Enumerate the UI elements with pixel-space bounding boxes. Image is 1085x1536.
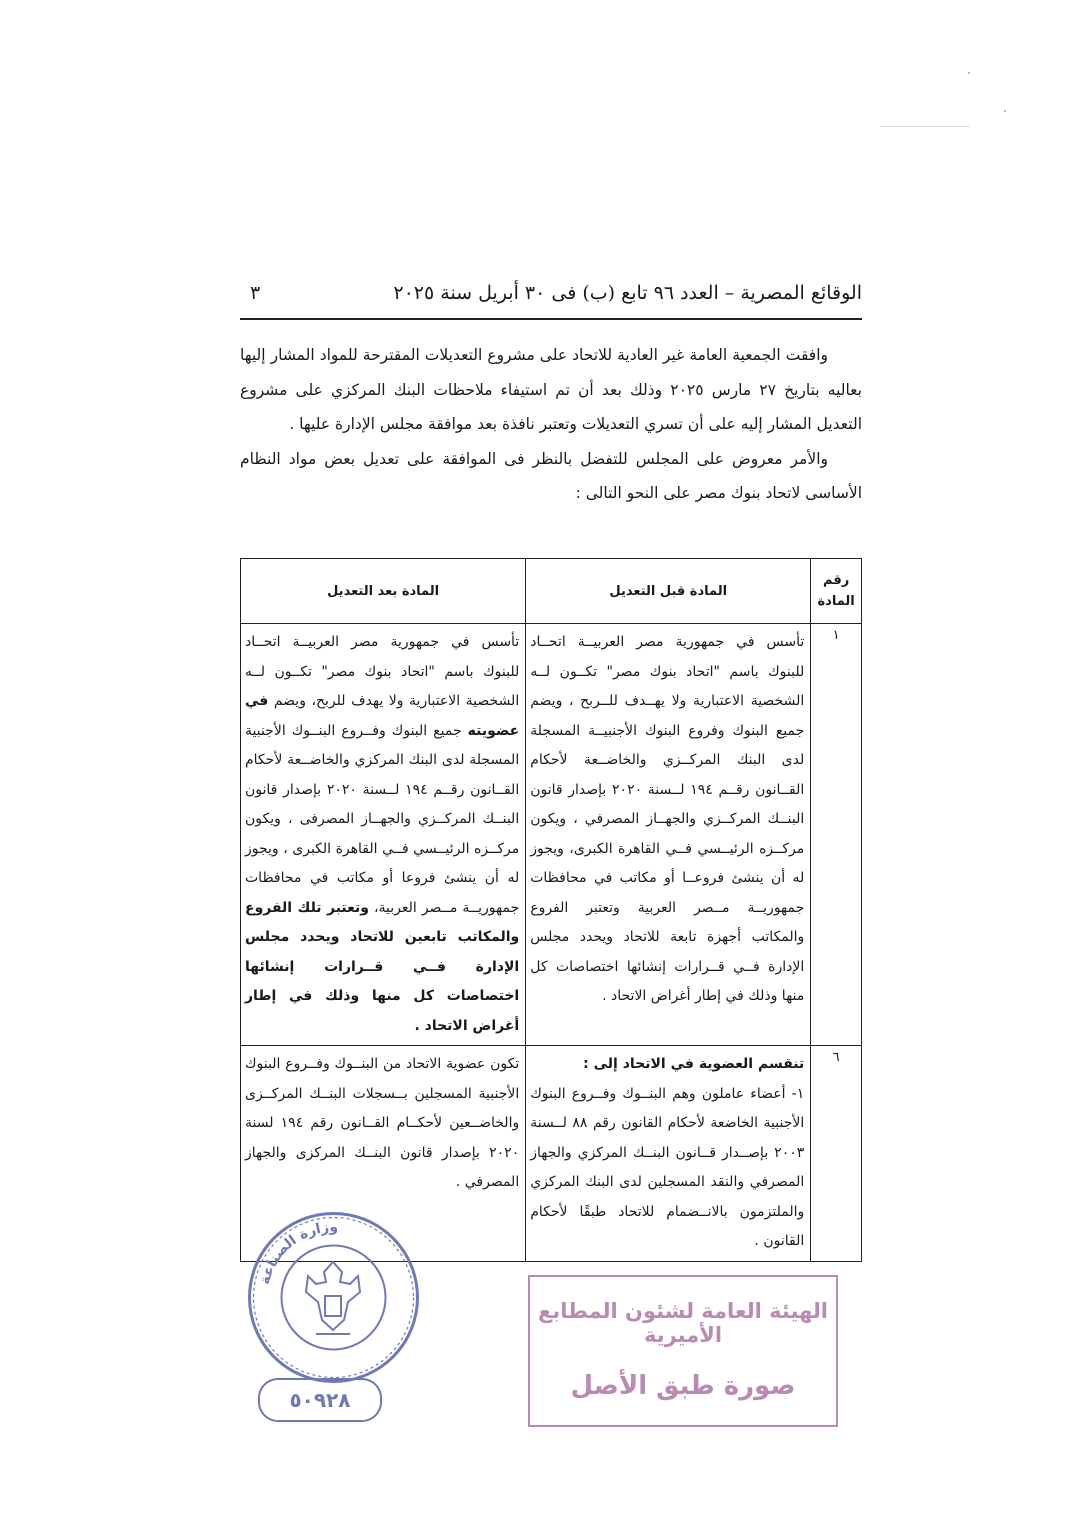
stamp-certification: صورة طبق الأصل [570,1371,796,1401]
article-after-text [241,624,526,1046]
article-after-text: تكون عضوية الاتحاد من البنــوك وفــروع البنوك الأجنبية المسجلين بــسجلات البنــك المركــزى والخاضــعين لأحكــام القــانون رقم ١٩٤ لسنة ٢٠٢٠ بإصدار قانون البنــك المركزى والجهاز المصرفي . [241,1046,526,1262]
header-article-number: رقم المادة [811,559,862,624]
scan-speck [1004,110,1006,112]
header-after-amendment: المادة بعد التعديل [241,559,526,624]
seal-number: ٥٠٩٢٨ [258,1378,382,1422]
article-before-heading: تنقسم العضوية في الاتحاد إلى : [583,1056,805,1072]
certified-copy-stamp [528,1275,838,1427]
after-text-part-bold: وتعتبر تلك الفروع والمكاتب تابعين للاتحاد ويحدد مجلس الإدارة فــي قــرارات إنشائها اختصاصات كل منها وذلك في إطار أغراض الاتحاد . [245,899,520,1034]
article-before-text: ١- أعضاء عاملون وهم البنــوك وفــروع البنوك الأجنبية الخاضعة لأحكام القانون رقم ٨٨ لــسنة ٢٠٠٣ بإصــدار قــانون البنــك المركزي والجهاز المصرفي والنقد المسجلين لدى البنك المركزي والملتزمون بالانــضمام للاتحاد طبقًا لأحكام القانون . [530,1085,805,1249]
article-before-cell [526,1046,811,1262]
page-number: ٣ [250,282,261,304]
after-text-part: تأسس في جمهورية مصر العربيــة اتحــاد للبنوك باسم "اتحاد بنوك مصر" تكــون لــه الشخصية الاعتبارية ولا يهدف للربح، ويضم [245,634,520,709]
after-text-part-bold: في عضويته [245,693,520,739]
eagle-emblem-icon [306,1262,360,1334]
svg-text:وزارة الصناعة [257,1219,338,1286]
table-row [241,624,862,1046]
scan-speck [968,72,970,74]
after-text-part: جميع البنوك وفــروع البنــوك الأجنبية المسجلة لدى البنك المركزي والخاضــعة لأحكام القــانون رقــم ١٩٤ لــسنة ٢٠٢٠ بإصدار قانون البنــك المركــزي والجهــاز المصرفى ، ويكون مركــزه الرئيــسي فــي القاهرة الكبرى ، ويجوز له أن ينشئ فروعا أو مكاتب في محافظات جمهوريــة مــصر العربية، [245,722,520,916]
intro-paragraph-1: وافقت الجمعية العامة غير العادية للاتحاد على مشروع التعديلات المقترحة للمواد المشار إليها بعاليه بتاريخ ٢٧ مارس ٢٠٢٥ وذلك بعد أن تم استيفاء ملاحظات البنك المركزي على مشروع التعديل المشار إليه على أن تسري التعديلات وتعتبر نافذة بعد موافقة مجلس الإدارة عليها . [240,346,862,433]
articles-table [240,558,862,1262]
article-before-text: تأسس في جمهورية مصر العربيــة اتحــاد للبنوك باسم "اتحاد بنوك مصر" تكــون لــه الشخصية الاعتبارية ولا يهــدف للــربح ، ويضم جميع البنوك وفروع البنوك الأجنبيــة المسجلة لدى البنك المركــزي والخاضــعة لأحكام القــانون رقــم ١٩٤ لــسنة ٢٠٢٠ بإصدار قانون البنــك المركــزي والجهــاز المصرفي ، ويكون مركــزه الرئيــسي فــي القاهرة الكبرى، ويجوز له أن ينشئ فروعــا أو مكاتب في محافظات جمهوريــة مــصر العربية وتعتبر الفروع والمكاتب أجهزة تابعة للاتحاد ويحدد مجلس الإدارة فــي قــرارات إنشائها اختصاصات كل منها وذلك في إطار أغراض الاتحاد . [526,624,811,1046]
article-number: ٦ [811,1046,862,1262]
header-before-amendment: المادة قبل التعديل [526,559,811,624]
ministry-seal [246,1210,421,1385]
header-title: الوقائع المصرية – العدد ٩٦ تابع (ب) فى ٣٠ أبريل سنة ٢٠٢٥ [393,282,862,304]
table-header-row [241,559,862,624]
article-number: ١ [811,624,862,1046]
seal-ring-text: وزارة الصناعة [256,1219,339,1287]
intro-paragraph-2: والأمر معروض على المجلس للتفضل بالنظر فى الموافقة على تعديل بعض مواد النظام الأساسى لاتحاد بنوك مصر على النحو التالى : [240,449,862,502]
intro-text [240,338,862,511]
stamp-authority: الهيئة العامة لشئون المطابع الأميرية [538,1299,828,1347]
scan-speck [880,126,970,127]
page-header [240,278,862,320]
